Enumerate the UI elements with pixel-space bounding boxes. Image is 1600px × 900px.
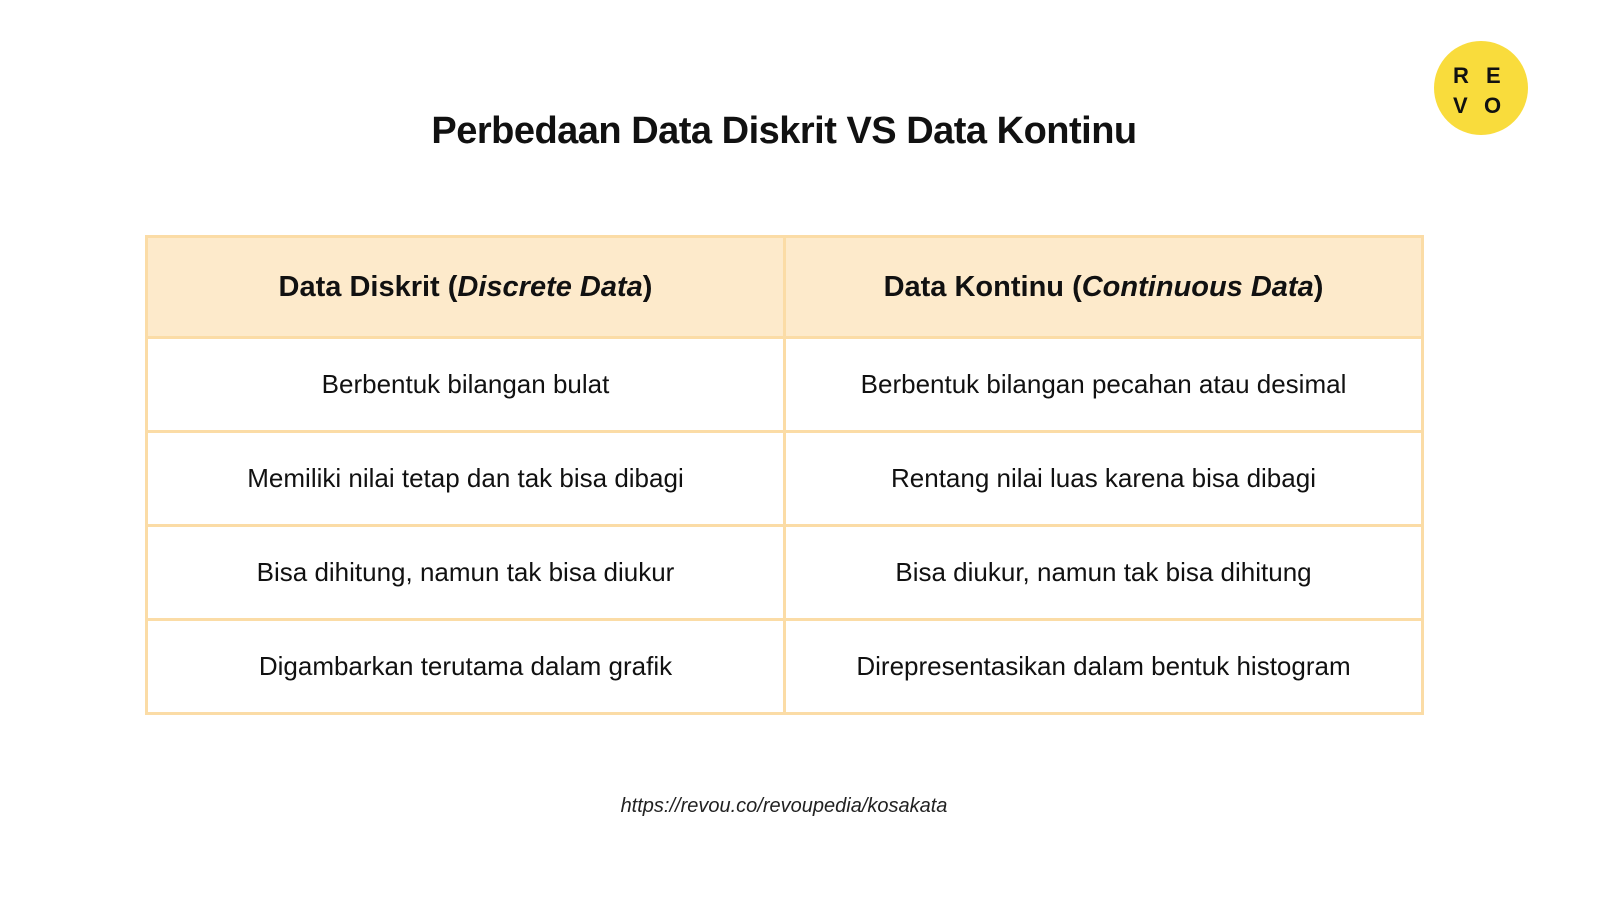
source-url: https://revou.co/revoupedia/kosakata <box>620 795 948 817</box>
cell-continuous: Bisa diukur, namun tak bisa dihitung <box>785 526 1423 620</box>
table-header-row <box>147 237 1423 338</box>
logo-letter: E <box>1486 63 1501 88</box>
header-discrete: Data Diskrit (Discrete Data) <box>147 237 785 338</box>
table-row <box>147 432 1423 526</box>
cell-continuous: Berbentuk bilangan pecahan atau desimal <box>785 338 1423 432</box>
cell-continuous: Rentang nilai luas karena bisa dibagi <box>785 432 1423 526</box>
logo-letter: R <box>1453 63 1469 88</box>
table-row <box>147 338 1423 432</box>
logo-letter: V <box>1453 93 1468 118</box>
revou-logo <box>1434 41 1528 135</box>
comparison-table <box>145 235 1424 715</box>
cell-discrete: Memiliki nilai tetap dan tak bisa dibagi <box>147 432 785 526</box>
cell-continuous: Direpresentasikan dalam bentuk histogram <box>785 620 1423 714</box>
table-row <box>147 526 1423 620</box>
cell-discrete: Digambarkan terutama dalam grafik <box>147 620 785 714</box>
cell-discrete: Berbentuk bilangan bulat <box>147 338 785 432</box>
page-title: Perbedaan Data Diskrit VS Data Kontinu <box>431 110 1137 152</box>
header-continuous: Data Kontinu (Continuous Data) <box>785 237 1423 338</box>
table-row <box>147 620 1423 714</box>
cell-discrete: Bisa dihitung, namun tak bisa diukur <box>147 526 785 620</box>
logo-letter: O <box>1484 93 1502 118</box>
